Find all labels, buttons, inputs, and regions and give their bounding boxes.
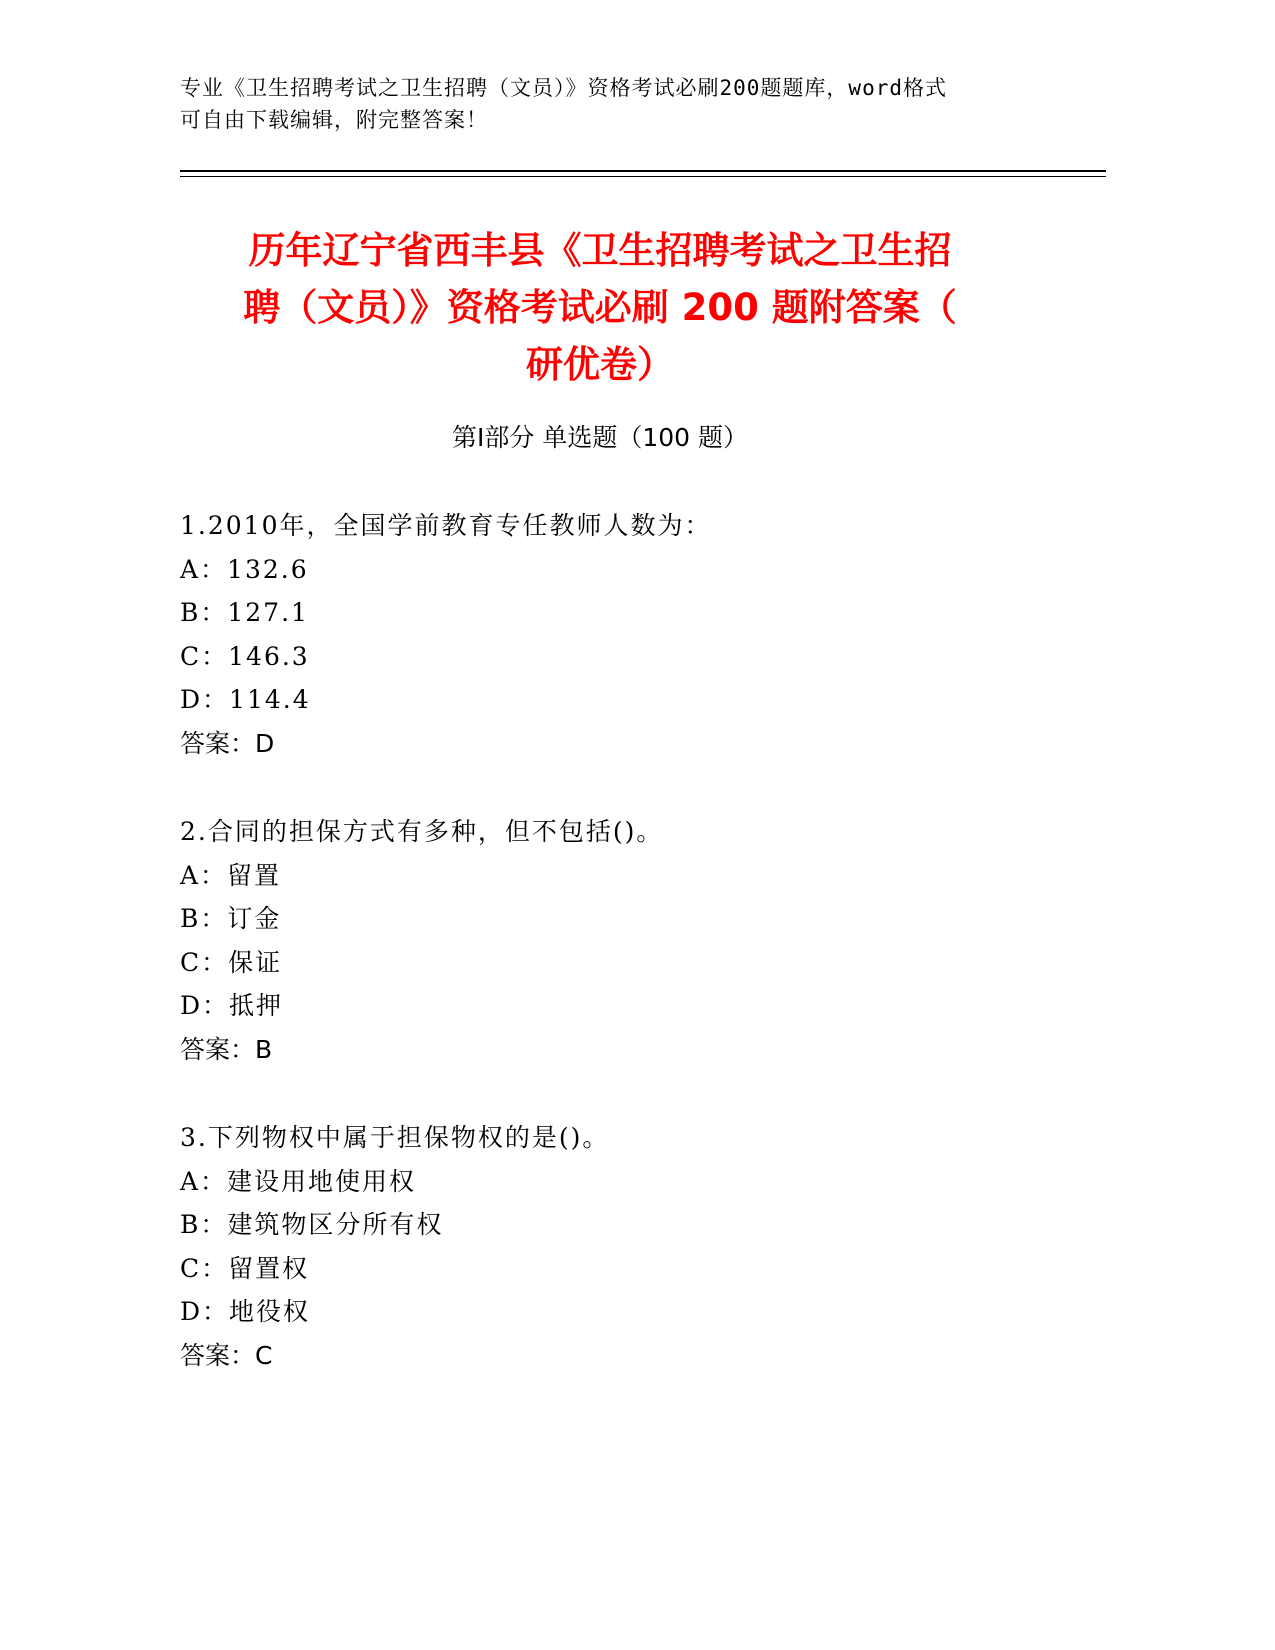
divider-thick: [180, 170, 1106, 172]
option-c: C：保证: [180, 947, 283, 977]
divider-thin: [180, 176, 1106, 177]
question-list: [180, 504, 1080, 1422]
answer: 答案：C: [180, 1340, 273, 1370]
option-a: A：132.6: [180, 554, 309, 584]
question-stem: 2.合同的担保方式有多种，但不包括()。: [180, 817, 664, 846]
header-note-line1: 专业《卫生招聘考试之卫生招聘（文员）》资格考试必刷200题题库，word格式: [180, 76, 947, 100]
document-title-line1: 历年辽宁省西丰县《卫生招聘考试之卫生招: [248, 229, 952, 272]
option-b: B：127.1: [180, 598, 309, 627]
answer: 答案：B: [180, 1034, 273, 1064]
section-title: 第Ⅰ部分 单选题（100 题）: [452, 423, 748, 452]
option-b: B：订金: [180, 904, 282, 933]
option-d: D：114.4: [180, 685, 311, 714]
question-2: [180, 810, 1080, 1071]
option-a: A：建设用地使用权: [180, 1166, 417, 1196]
question-stem: 3.下列物权中属于担保物权的是()。: [180, 1123, 610, 1152]
document-title-line3: 研优卷）: [526, 343, 674, 386]
option-d: D：地役权: [180, 1297, 311, 1326]
option-c: C：146.3: [180, 641, 310, 671]
question-1: [180, 504, 1080, 765]
option-a: A：留置: [180, 860, 282, 890]
header-note: [180, 72, 1040, 136]
header-note-line2: 可自由下载编辑，附完整答案！: [180, 108, 488, 132]
question-stem: 1.2010年，全国学前教育专任教师人数为：: [180, 511, 712, 540]
option-c: C：留置权: [180, 1253, 310, 1283]
document-title: [180, 222, 1020, 393]
question-3: [180, 1116, 1080, 1377]
document-title-line2: 聘（文员）》资格考试必刷 200 题附答案（: [243, 286, 957, 329]
option-b: B：建筑物区分所有权: [180, 1210, 444, 1239]
option-d: D：抵押: [180, 991, 284, 1020]
answer: 答案：D: [180, 728, 275, 758]
